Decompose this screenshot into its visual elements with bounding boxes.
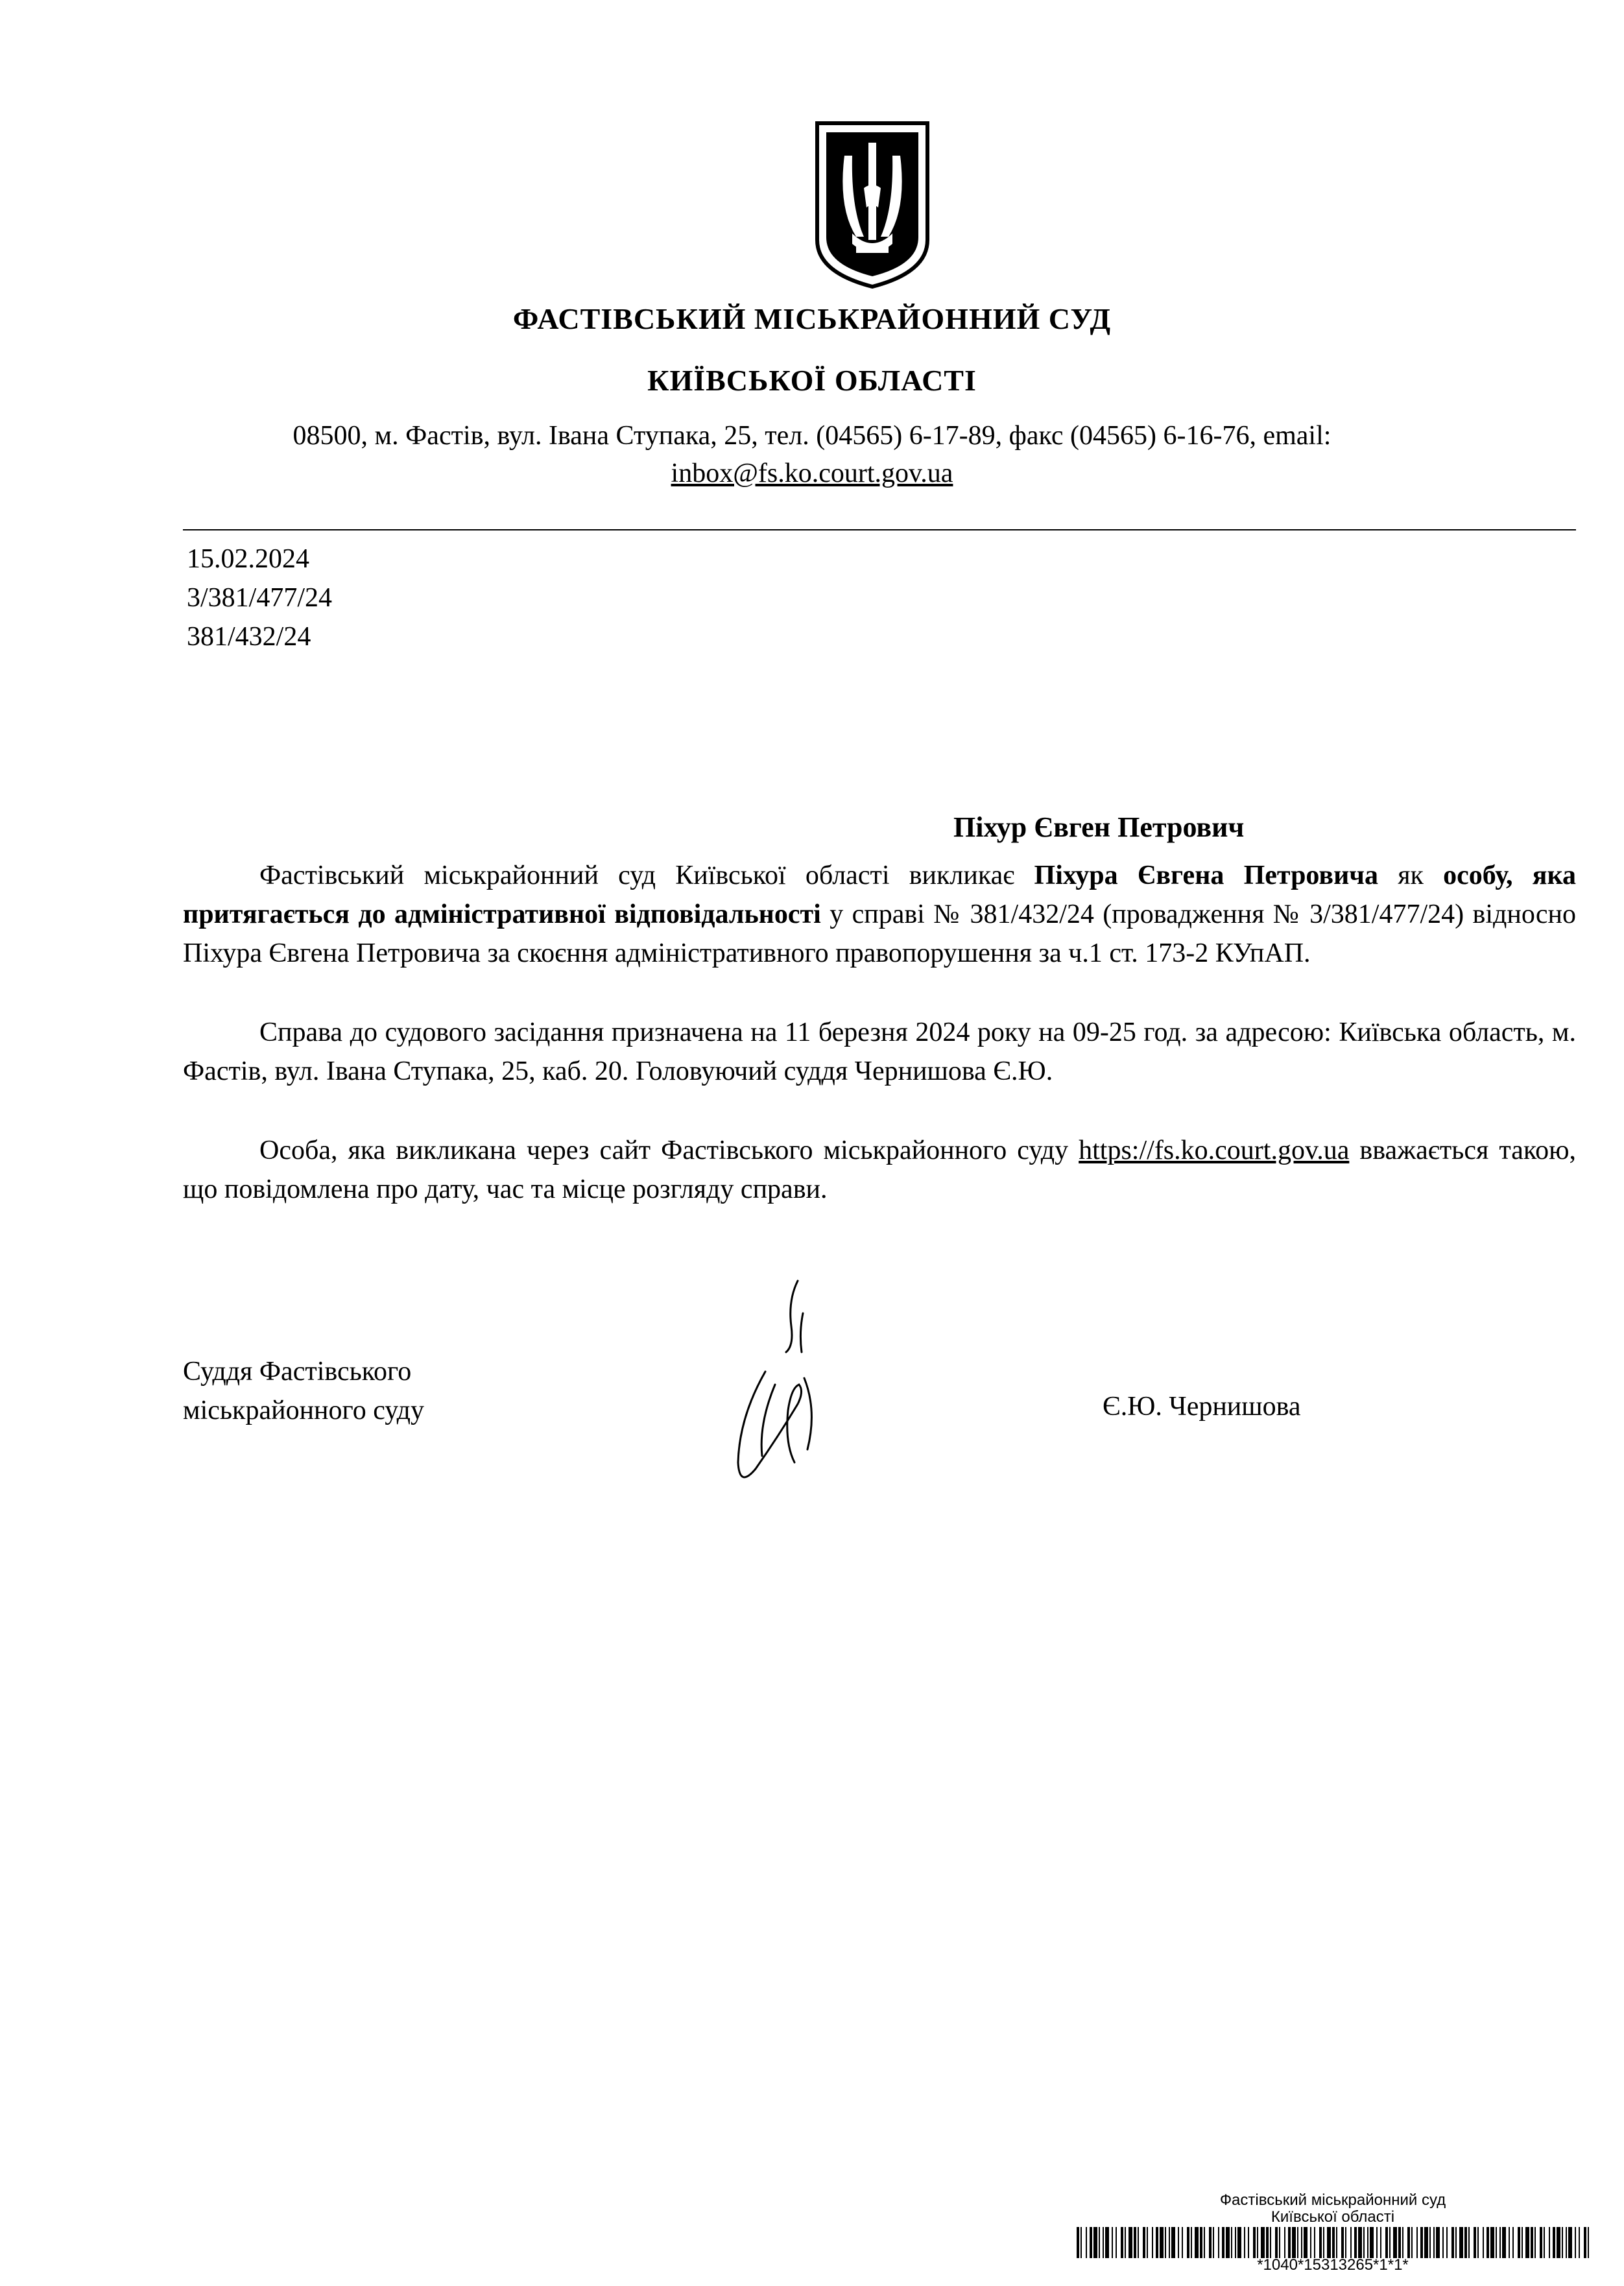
barcode-icon: [1077, 2227, 1589, 2258]
stamp-court-region: Київської області: [1271, 2208, 1395, 2226]
trident-coat-of-arms-icon: [811, 117, 934, 292]
handwritten-signature-icon: [726, 1274, 830, 1488]
judge-title-line: Суддя Фастівського: [183, 1357, 412, 1387]
recipient-name: Піхур Євген Петрович: [953, 811, 1245, 843]
summoned-person: Піхура Євгена Петровича: [1034, 861, 1378, 890]
paragraph-text: Фастівський міськрайонний суд Київської області викликає: [259, 861, 1034, 890]
case-number: 381/432/24: [187, 622, 311, 652]
judge-title: [183, 1352, 424, 1430]
paragraph-text: у справі № 381/432/24 (провадження № 3/381/477/24) відносно Піхура Євгена Петровича за скоєння адміністративного правопорушення за ч.1 ст. 173-2 КУпАП.: [183, 899, 1577, 968]
paragraph-text: як: [1378, 861, 1444, 890]
paragraph-text: Особа, яка викликана через сайт Фастівського міськрайонного суду: [259, 1136, 1079, 1165]
judge-name: Є.Ю. Чернишова: [1103, 1392, 1301, 1422]
judge-title-line: міськрайонного суду: [183, 1396, 425, 1425]
header-divider: [183, 529, 1576, 530]
barcode-number: *1040*15313265*1*1*: [1257, 2256, 1409, 2274]
summons-paragraph: [183, 856, 1576, 973]
court-website-link[interactable]: https://fs.ko.court.gov.ua: [1079, 1136, 1350, 1165]
stamp-court-name: Фастівський міськрайонний суд: [1219, 2191, 1446, 2209]
court-region: КИЇВСЬКОЇ ОБЛАСТІ: [647, 364, 977, 397]
procedural-status: особу, яка притягається до адміністративної відповідальності: [183, 861, 1577, 929]
court-name: ФАСТІВСЬКИЙ МІСЬКРАЙОННИЙ СУД: [512, 302, 1112, 335]
hearing-paragraph: Справа до судового засідання призначена на 11 березня 2024 року на 09-25 год. за адресою: Київська область, м. Фастів, вул. Івана Ступака, 25, каб. 20. Головуючий суддя Чернишова Є.Ю.: [183, 1018, 1576, 1086]
document-date: 15.02.2024: [187, 544, 309, 574]
court-address: 08500, м. Фастів, вул. Івана Ступака, 25, тел. (04565) 6-17-89, факс (04565) 6-16-76, email:: [293, 421, 1331, 451]
court-email-link[interactable]: inbox@fs.ko.court.gov.ua: [671, 458, 953, 488]
paragraph-text: вважається такою, що повідомлена про дату, час та місце розгляду справи.: [183, 1136, 1576, 1204]
outgoing-number: 3/381/477/24: [187, 583, 333, 613]
notice-paragraph: [183, 1131, 1576, 1209]
barcode-stamp: [1064, 2192, 1602, 2276]
